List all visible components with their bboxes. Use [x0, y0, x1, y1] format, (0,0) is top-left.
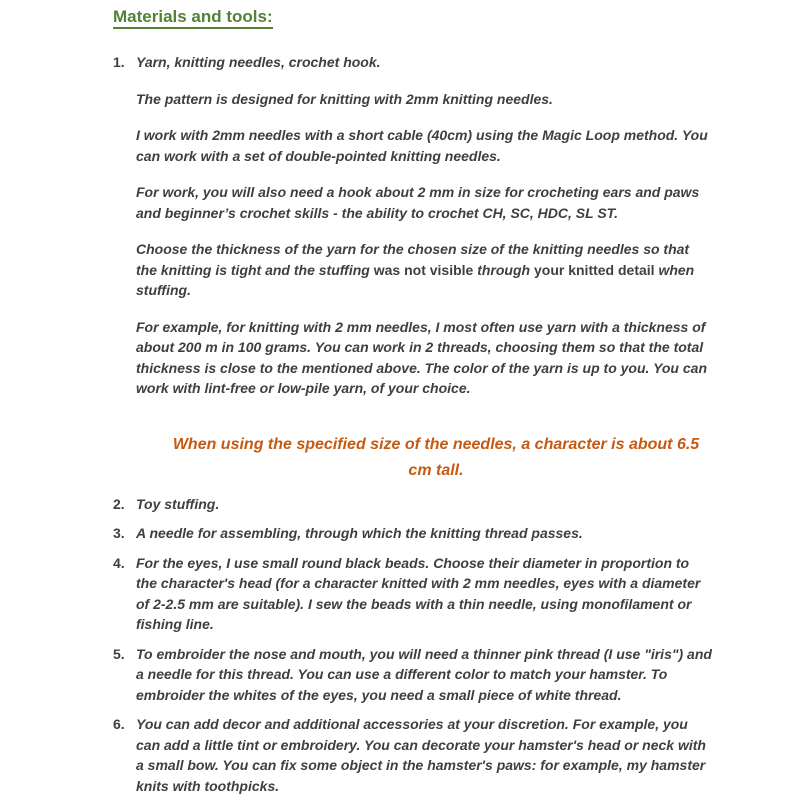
list-number-6: 6. — [113, 716, 125, 732]
list-item-4 — [113, 553, 712, 635]
item1-paragraph-magic-loop: I work with 2mm needles with a short cable (40cm) using the Magic Loop method. You can work with a set of double-pointed knitting needles. — [136, 127, 708, 164]
list-item-5 — [113, 644, 712, 706]
list-number-2: 2. — [113, 495, 125, 512]
list-item-2-text: Toy stuffing. — [136, 495, 220, 512]
yarn-thickness-upright-1: was not visible — [373, 261, 478, 278]
list-item-4-text: For the eyes, I use small round black beads. Choose their diameter in proportion to the character's head (for a character knitted with 2 mm needles, eyes with a diameter of 2-2.5 mm are suitable). I sew the beads with a thin needle, using monofilament or fishing line. — [136, 554, 701, 632]
list-number-5: 5. — [113, 645, 125, 662]
yarn-thickness-italic-1: Choose the thickness of the yarn for the chosen size of the knitting needles so that the knitting is tight and the stuffing — [136, 241, 690, 278]
section-heading-text: Materials and tools: — [113, 7, 273, 29]
list-number-3: 3. — [113, 525, 125, 541]
materials-list — [113, 52, 712, 796]
list-item-2 — [113, 494, 712, 515]
list-number-4: 4. — [113, 554, 125, 571]
list-item-3 — [113, 523, 712, 544]
list-item-1-body — [136, 52, 712, 399]
section-heading — [113, 7, 712, 27]
item1-paragraph-example: For example, for knitting with 2 mm needles, I most often use yarn with a thickness of about 200 m in 100 grams. You can work in 2 threads, choosing them so that the total thickness is close to the mentioned above. The color of the yarn is up to you. You can work with lint-free or low-pile yarn, of your choice. — [136, 318, 707, 396]
list-item-1 — [113, 52, 712, 399]
list-item-6 — [113, 714, 712, 796]
item1-paragraph-pattern: The pattern is designed for knitting with 2mm knitting needles. — [136, 90, 553, 107]
yarn-thickness-italic-3: when stuffing. — [136, 261, 695, 298]
list-number-1: 1. — [113, 54, 125, 70]
item1-paragraph-hook: For work, you will also need a hook about 2 mm in size for crocheting ears and paws and beginner’s crochet skills - the ability to crochet CH, SC, HDC, SL ST. — [136, 184, 700, 221]
yarn-thickness-upright-2: your knitted detail — [533, 261, 659, 278]
item1-lead: Yarn, knitting needles, crochet hook. — [136, 54, 381, 70]
list-item-5-text: To embroider the nose and mouth, you will need a thinner pink thread (I use "iris") and a needle for this thread. You can use a different color to match your hamster. To embroider the whites of the eyes, you need a small piece of white thread. — [136, 645, 712, 703]
list-item-6-text: You can add decor and additional accessories at your discretion. For example, you can add a little tint or embroidery. You can decorate your hamster's head or neck with a small bow. You can fix some object in the hamster's paws: for example, my hamster knits with toothpicks. — [136, 716, 706, 794]
item1-paragraph-yarn-thickness — [136, 239, 712, 301]
yarn-thickness-italic-2: through — [477, 261, 534, 278]
list-item-3-text: A needle for assembling, through which the knitting thread passes. — [136, 525, 583, 541]
size-note: When using the specified size of the needles, a character is about 6.5 cm tall. — [172, 435, 700, 479]
